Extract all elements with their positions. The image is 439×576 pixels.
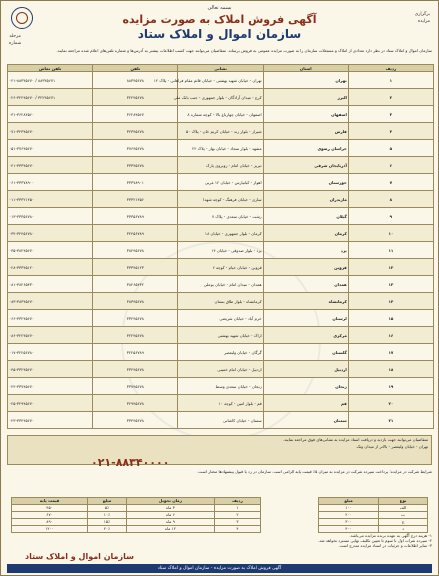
cell-address: زنجان - خیابان سعدی وسط xyxy=(178,378,263,395)
category-table xyxy=(318,497,428,533)
cell-phone: ۳۸۳۴۵۶۷۸ xyxy=(93,293,178,310)
category-row xyxy=(319,519,428,526)
intro-text: سازمان اموال و املاک ستاد در نظر دارد تعدادی از املاک و مستغلات سازمان را به صورت مزایده عمومی به فروش برساند. متقاضیان می‌توانند جهت کسب اطلاعات بیشتر به آدرس‌ها و شماره تلفن‌های اعلام شده مراجعه نمایند. xyxy=(56,48,432,53)
cell-no: ۱۱ xyxy=(348,242,433,259)
category-cell: ۴۰۰ xyxy=(319,526,379,533)
cell-address: اصفهان - خیابان چهارباغ بالا - کوچه شماره ۸ xyxy=(178,106,263,123)
table-row xyxy=(8,225,434,242)
cell-address: ساری - خیابان فرهنگ - کوچه شهدا xyxy=(178,191,263,208)
cell-no: ۲ xyxy=(348,89,433,106)
header-meta-right xyxy=(415,11,430,25)
info-band xyxy=(7,435,432,465)
table-row xyxy=(8,89,434,106)
payment-header-cell: زمان تحویل xyxy=(126,498,214,505)
properties-table xyxy=(7,64,434,429)
category-cell: ب xyxy=(379,512,428,519)
cell-address: مشهد - بلوار سجاد - خیابان بهار - پلاک ۲۲ xyxy=(178,140,263,157)
cell-phone: ۳۳۳۴۵۶۷۸ xyxy=(93,157,178,174)
payment-header-cell: قیمت پایه xyxy=(12,498,88,505)
cell-phone: ۳۲۳۴۵۶۷۸ xyxy=(93,123,178,140)
cell-phone: ۳۲۲۵۶۷۸۹ xyxy=(93,344,178,361)
cell-contact: ۰۲۴-۳۳۷۴۵۶۷۰ xyxy=(8,378,93,395)
payment-cell: ۹ ماه xyxy=(126,519,214,526)
payment-cell: ۵٪ xyxy=(88,505,127,512)
cell-no: ۱۲ xyxy=(348,259,433,276)
cell-address: تهران - خیابان شهید بهشتی - خیابان قائم مقام فراهانی - پلاک ۱۲ xyxy=(178,72,263,89)
cell-contact: ۰۲۶-۳۲۲۴۵۶۷۰ / ۳۲۲۴۵۶۷۱ xyxy=(8,89,93,106)
payment-cell: ۲۰٪ xyxy=(88,526,127,533)
cell-no: ۱۸ xyxy=(348,361,433,378)
payment-header-cell: مبلغ xyxy=(88,498,127,505)
cell-province: اصفهان xyxy=(263,106,348,123)
footer-bar: آگهی فروش املاک به صورت مزایده - سازمان اموال و املاک ستاد xyxy=(7,564,432,573)
payment-cell: ۱۰٪ xyxy=(88,512,127,519)
cell-phone: ۸۸۳۴۵۶۷۸ xyxy=(93,72,178,89)
cell-contact: ۰۲۳-۳۳۴۴۵۶۷۰ xyxy=(8,412,93,429)
cell-province: اردبیل xyxy=(263,361,348,378)
cell-address: کرج - میدان آزادگان - بلوار جمهوری - جنب بانک ملی xyxy=(178,89,263,106)
cell-phone: ۳۲۲۴۵۶۷۸ xyxy=(93,327,178,344)
table-row xyxy=(8,276,434,293)
payment-row xyxy=(12,512,261,519)
cell-contact: ۰۷۱-۳۲۳۴۵۶۷۰ xyxy=(8,123,93,140)
cell-address: قم - بلوار امین - کوچه ۱۰ xyxy=(178,395,263,412)
payment-cell: ۳ xyxy=(214,519,260,526)
cell-contact: ۰۲۵-۳۲۹۴۵۶۷۰ xyxy=(8,395,93,412)
col-header-province: استان xyxy=(263,65,348,72)
table-row xyxy=(8,310,434,327)
cell-contact: ۰۲۸-۳۳۳۴۵۱۲۰ xyxy=(8,259,93,276)
cell-contact: ۰۸۱-۳۸۲۶۵۴۳۰ xyxy=(8,276,93,293)
cell-address: کرمان - بلوار جمهوری - خیابان ۱۸ xyxy=(178,225,263,242)
cell-address: قزوین - خیابان خیام - کوچه ۶ xyxy=(178,259,263,276)
cell-province: فارس xyxy=(263,123,348,140)
cell-province: همدان xyxy=(263,276,348,293)
table-row xyxy=(8,293,434,310)
meta-left-2: شماره xyxy=(9,41,22,46)
cell-contact: ۰۸۳-۳۸۳۴۵۶۷۰ xyxy=(8,293,93,310)
table-row xyxy=(8,259,434,276)
payment-cell: ۱ xyxy=(214,505,260,512)
cell-province: خوزستان xyxy=(263,174,348,191)
category-cell: ۳۰۰ xyxy=(319,519,379,526)
cell-province: گیلان xyxy=(263,208,348,225)
table-row xyxy=(8,191,434,208)
cell-no: ۷ xyxy=(348,174,433,191)
meta-left-1: مرحله xyxy=(9,34,21,39)
cell-phone: ۳۳۴۴۵۶۷۸ xyxy=(93,412,178,429)
cell-province: البرز xyxy=(263,89,348,106)
cell-phone: ۳۶۲۸۴۵۶۷ xyxy=(93,106,178,123)
category-row xyxy=(319,526,428,533)
cell-address: کرمانشاه - بلوار طاق بستان xyxy=(178,293,263,310)
cell-province: گلستان xyxy=(263,344,348,361)
cell-no: ۸ xyxy=(348,191,433,208)
col-header-contact: تلفن تماس xyxy=(8,65,93,72)
cell-no: ۳ xyxy=(348,106,433,123)
cell-no: ۱۴ xyxy=(348,293,433,310)
cell-province: زنجان xyxy=(263,378,348,395)
cell-province: قم xyxy=(263,395,348,412)
category-cell: ۱۰۰ xyxy=(319,505,379,512)
payment-cell: ۱۵٪ xyxy=(88,519,127,526)
cell-contact: ۰۳۵-۳۸۲۴۵۶۷۰ xyxy=(8,242,93,259)
org-logo-icon xyxy=(11,7,33,29)
category-cell: ج xyxy=(379,519,428,526)
cell-phone: ۳۳۲۴۵۶۷۸ xyxy=(93,310,178,327)
meta-right-2: مزایده xyxy=(417,19,430,24)
category-cell: ۲۰۰ xyxy=(319,512,379,519)
table-row xyxy=(8,378,434,395)
payment-cell: ۳ ماه xyxy=(126,505,214,512)
cell-address: یزد - بلوار صدوقی - خیابان ۱۴ xyxy=(178,242,263,259)
payment-row xyxy=(12,526,261,533)
cell-address: سمنان - خیابان کاشانی xyxy=(178,412,263,429)
cell-province: کرمان xyxy=(263,225,348,242)
cell-province: مازندران xyxy=(263,191,348,208)
cell-no: ۱۶ xyxy=(348,327,433,344)
meta-right-1: برگزاری xyxy=(414,12,430,17)
cell-phone: ۳۳۳۷۸۹۰۱ xyxy=(93,174,178,191)
col-header-address: نشانی xyxy=(178,65,263,72)
table-row xyxy=(8,344,434,361)
contact-number: ۰۲۱-۸۸۳۴۰۰۰۰ xyxy=(91,456,170,469)
category-row xyxy=(319,512,428,519)
cell-province: یزد xyxy=(263,242,348,259)
ad-title: آگهی فروش املاک به صورت مزایده xyxy=(122,13,317,26)
payment-table xyxy=(11,497,261,533)
table-row xyxy=(8,412,434,429)
category-row xyxy=(319,505,428,512)
cell-phone: ۳۳۷۴۵۶۷۸ xyxy=(93,378,178,395)
table-row xyxy=(8,208,434,225)
header-kicker: بسمه تعالی xyxy=(207,5,232,11)
cell-contact: ۰۳۴-۳۲۴۵۶۷۸۰ xyxy=(8,225,93,242)
cell-phone: ۳۸۲۶۵۴۳۲ xyxy=(93,276,178,293)
cell-contact: ۰۵۱-۳۷۶۴۵۶۷۰ xyxy=(8,140,93,157)
cell-phone: ۳۲۹۴۵۶۷۸ xyxy=(93,395,178,412)
table-row xyxy=(8,242,434,259)
signature: سازمان اموال و املاک ستاد xyxy=(25,552,134,561)
category-cell: الف xyxy=(379,505,428,512)
note-3: ۳- سایر اطلاعات و جزئیات در اسناد مزایده مندرج است. xyxy=(338,543,432,548)
payment-cell: ۶ ماه xyxy=(126,512,214,519)
cell-contact: ۰۲۱-۸۸۳۴۵۶۷۰ / ۸۸۳۴۵۶۷۱ xyxy=(8,72,93,89)
cell-address: اهواز - کیانپارس - خیابان ۱۲ غربی xyxy=(178,174,263,191)
cell-address: اردبیل - خیابان امام خمینی xyxy=(178,361,263,378)
col-header-no: ردیف xyxy=(348,65,433,72)
payment-table-header xyxy=(12,498,261,505)
cell-no: ۴ xyxy=(348,123,433,140)
cell-address: گرگان - خیابان ولیعصر xyxy=(178,344,263,361)
cell-address: همدان - میدان امام - خیابان بوعلی xyxy=(178,276,263,293)
cell-no: ۵ xyxy=(348,140,433,157)
cell-province: آذربایجان شرقی xyxy=(263,157,348,174)
cell-phone: ۳۳۲۴۵۶۷۸ xyxy=(93,361,178,378)
payment-cell: ۶۷۰ xyxy=(12,512,88,519)
payment-row xyxy=(12,505,261,512)
col-header-phone: تلفن xyxy=(93,65,178,72)
cell-no: ۲۰ xyxy=(348,395,433,412)
cell-no: ۱۹ xyxy=(348,378,433,395)
cell-address: اراک - خیابان شهید بهشتی xyxy=(178,327,263,344)
cell-address: رشت - خیابان سعدی - پلاک ۷ xyxy=(178,208,263,225)
note-1: ۱- هزینه درج آگهی به عهده برنده مزایده می‌باشد. xyxy=(349,533,432,538)
cell-no: ۲۱ xyxy=(348,412,433,429)
cell-contact: ۰۱۷-۳۲۲۵۶۷۸۰ xyxy=(8,344,93,361)
cell-phone: ۳۲۴۵۶۷۸۹ xyxy=(93,225,178,242)
note-2: ۲- سپرده نفرات اول تا سوم تا تعیین تکلیف نهایی مسترد نخواهد شد. xyxy=(317,538,432,543)
cell-no: ۱۷ xyxy=(348,344,433,361)
cell-phone: ۳۲۲۴۵۶۷۸ xyxy=(93,89,178,106)
payment-cell: ۱۲ ماه xyxy=(126,526,214,533)
cell-province: تهران xyxy=(263,72,348,89)
payment-header-cell: ردیف xyxy=(214,498,260,505)
header-meta-left xyxy=(9,33,21,47)
cell-phone: ۳۸۲۴۵۶۷۸ xyxy=(93,242,178,259)
cell-contact: ۰۸۶-۳۲۲۴۵۶۷۰ xyxy=(8,327,93,344)
category-header-cell: نوع xyxy=(379,498,428,505)
info-band-line-2: تهران - خیابان ولیعصر - بالاتر از میدان ونک xyxy=(356,444,428,449)
category-table-header xyxy=(319,498,428,505)
cell-no: ۱۰ xyxy=(348,225,433,242)
payment-row xyxy=(12,519,261,526)
table-row xyxy=(8,106,434,123)
cell-province: سمنان xyxy=(263,412,348,429)
category-header-cell: مبلغ xyxy=(319,498,379,505)
payment-cell: ۲ xyxy=(214,512,260,519)
info-band-line-1: متقاضیان می‌توانند جهت بازدید و دریافت اسناد مزایده به نشانی‌های فوق مراجعه نمایند. xyxy=(282,437,428,442)
cell-province: کرمانشاه xyxy=(263,293,348,310)
payment-cell: ۴۵۰ xyxy=(12,505,88,512)
cell-contact: ۰۶۱-۳۳۳۷۸۹۰۰ xyxy=(8,174,93,191)
cell-phone: ۳۳۳۵۶۷۸۹ xyxy=(93,208,178,225)
cell-phone: ۳۷۶۴۵۶۷۸ xyxy=(93,140,178,157)
cell-contact: ۰۳۱-۳۶۲۸۴۵۶۰ xyxy=(8,106,93,123)
cell-contact: ۰۶۶-۳۳۲۴۵۶۷۰ xyxy=(8,310,93,327)
notes xyxy=(7,533,432,548)
cell-province: مرکزی xyxy=(263,327,348,344)
cell-contact: ۰۴۱-۳۳۳۴۵۶۷۰ xyxy=(8,157,93,174)
table-row xyxy=(8,140,434,157)
table-row xyxy=(8,327,434,344)
cell-contact: ۰۴۵-۳۳۲۴۵۶۷۰ xyxy=(8,361,93,378)
payment-cell: ۱۲۰۰ xyxy=(12,526,88,533)
cell-no: ۶ xyxy=(348,157,433,174)
cell-address: تبریز - خیابان امام - روبروی پارک xyxy=(178,157,263,174)
cell-no: ۱۳ xyxy=(348,276,433,293)
header xyxy=(7,5,432,49)
org-name: سازمان اموال و املاک ستاد xyxy=(137,27,302,41)
cell-phone: ۳۳۳۲۱۴۵۶ xyxy=(93,191,178,208)
cell-contact: ۰۱۱-۳۳۳۲۱۴۵۰ xyxy=(8,191,93,208)
payment-cell: ۴ xyxy=(214,526,260,533)
cell-no: ۱۵ xyxy=(348,310,433,327)
cell-address: خرم آباد - خیابان شریعتی xyxy=(178,310,263,327)
table-row xyxy=(8,72,434,89)
cell-province: خراسان رضوی xyxy=(263,140,348,157)
table-row xyxy=(8,395,434,412)
payment-cell: ۸۹۰ xyxy=(12,519,88,526)
cell-no: ۱ xyxy=(348,72,433,89)
cell-contact: ۰۱۳-۳۳۳۵۶۷۸۰ xyxy=(8,208,93,225)
conditions-text: شرایط شرکت در مزایده: پرداخت سپرده شرکت در مزایده به میزان ۵٪ قیمت پایه الزامی است. سازمان در رد یا قبول پیشنهادها مختار است. xyxy=(197,469,432,474)
category-cell: د xyxy=(379,526,428,533)
cell-province: لرستان xyxy=(263,310,348,327)
table-header-row xyxy=(8,65,434,72)
table-row xyxy=(8,361,434,378)
table-row xyxy=(8,123,434,140)
cell-address: شیراز - بلوار زند - خیابان کریم خان - پلاک ۵۰ xyxy=(178,123,263,140)
cell-no: ۹ xyxy=(348,208,433,225)
table-row xyxy=(8,174,434,191)
cell-province: قزوین xyxy=(263,259,348,276)
cell-phone: ۳۳۳۴۵۱۲۳ xyxy=(93,259,178,276)
table-row xyxy=(8,157,434,174)
